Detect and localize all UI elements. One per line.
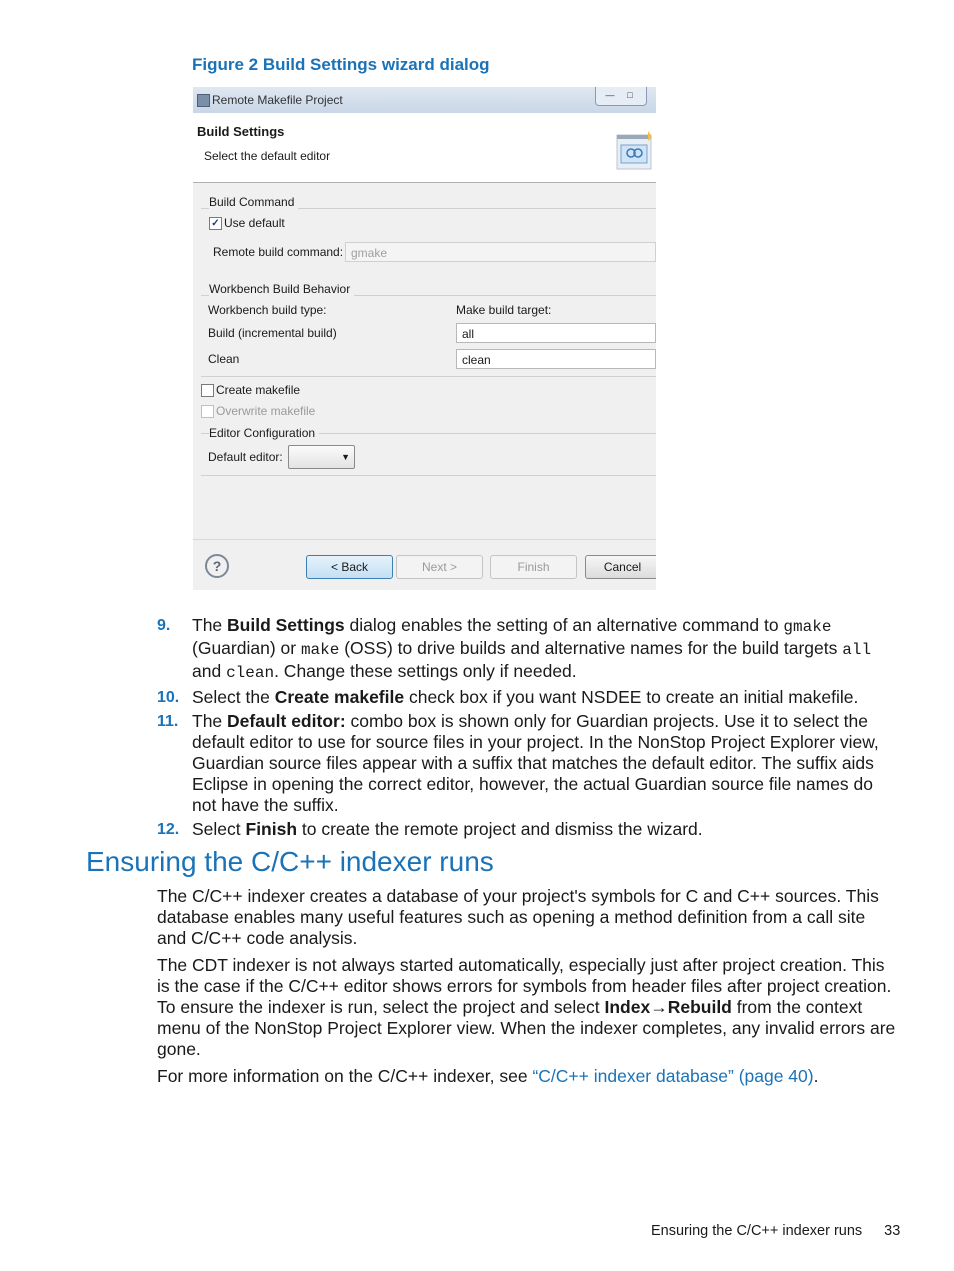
create-makefile-checkbox[interactable] <box>201 384 214 397</box>
menu-term: Rebuild <box>667 997 732 1017</box>
workbench-group-bottom-line <box>201 376 656 377</box>
paragraph-text: . <box>813 1066 819 1086</box>
step-text: to create the remote project and dismiss the wizard. <box>297 819 703 839</box>
step-text: (Guardian) or <box>192 638 301 658</box>
step-text: The <box>192 711 228 731</box>
step-text: combo box is shown only for Guardian projects. Use it to select the default editor to use for source files in your project. In the NonStop Project Explorer view, Guardian source files appear with a suffix that matches the default editor. The suffix aids Eclipse in opening the correct editor, however, the actual Guardian source file names do not have the suffix. <box>192 711 879 815</box>
step-text: . Change these settings only if needed. <box>274 661 577 681</box>
step-text: The <box>192 615 228 635</box>
wizard-banner-icon <box>615 129 653 173</box>
minimize-icon[interactable]: — <box>605 90 615 100</box>
steps-list <box>157 615 902 843</box>
wizard-header <box>193 113 656 183</box>
build-target-input[interactable]: all <box>456 323 656 343</box>
create-makefile-label: Create makefile <box>216 383 301 397</box>
step-text: check box if you want NSDEE to create an initial makefile. <box>404 687 859 707</box>
workbench-group-label: Workbench Build Behavior <box>209 282 354 296</box>
paragraph <box>157 1066 897 1087</box>
editor-config-group-bottom-line <box>201 475 656 476</box>
window-controls <box>595 87 647 106</box>
build-command-group-label: Build Command <box>209 195 298 209</box>
step-text: Select <box>192 819 246 839</box>
page-footer <box>651 1223 900 1239</box>
step-number: 11. <box>157 713 179 730</box>
clean-label: Clean <box>208 352 240 366</box>
figure-caption: Figure 2 Build Settings wizard dialog <box>192 55 490 74</box>
list-item <box>157 687 902 708</box>
step-number: 12. <box>157 821 180 838</box>
workbench-build-type-label: Workbench build type: <box>208 303 327 317</box>
section-body <box>157 886 897 1093</box>
project-icon <box>197 94 210 107</box>
list-item <box>157 819 902 840</box>
menu-arrow: → <box>650 997 668 1017</box>
use-default-label: Use default <box>224 216 285 230</box>
maximize-icon[interactable]: □ <box>627 90 633 100</box>
overwrite-makefile-label: Overwrite makefile <box>216 404 316 418</box>
use-default-checkbox[interactable]: ✓ <box>209 217 222 230</box>
cancel-button[interactable]: Cancel <box>585 555 656 579</box>
cross-reference-link[interactable]: “C/C++ indexer database” (page 40) <box>532 1066 814 1086</box>
ui-term: Build Settings <box>227 615 345 635</box>
footer-title: Ensuring the C/C++ indexer runs <box>651 1223 863 1239</box>
paragraph-text: For more information on the C/C++ indexer, see <box>157 1066 533 1086</box>
code-term: all <box>842 641 872 659</box>
step-number: 9. <box>157 617 171 634</box>
ui-term: Create makefile <box>274 687 405 707</box>
page-number: 33 <box>884 1223 901 1239</box>
overwrite-makefile-checkbox[interactable] <box>201 405 214 418</box>
paragraph: The C/C++ indexer creates a database of your project's symbols for C and C++ sources. This database enables many useful features such as opening a method definition from a call site and C/C++ code analysis. <box>157 886 879 948</box>
back-button[interactable]: < Back <box>306 555 393 579</box>
wizard-page-title: Build Settings <box>197 124 285 139</box>
build-settings-dialog <box>193 87 656 590</box>
code-term: make <box>300 641 340 659</box>
next-button[interactable]: Next > <box>396 555 483 579</box>
list-item <box>157 615 902 684</box>
default-editor-label: Default editor: <box>208 450 283 464</box>
step-text: (OSS) to drive builds and alternative names for the build targets <box>339 638 843 658</box>
paragraph <box>157 955 897 1060</box>
make-build-target-label: Make build target: <box>456 303 552 317</box>
help-icon[interactable]: ? <box>205 554 229 578</box>
paragraph-text: The CDT indexer is not always started automatically, especially just after project creation. This is the case if the C/C++ editor shows errors for symbols from header files after project creation. To ensure the indexer is run, select the project and select <box>157 955 892 1017</box>
section-title: Ensuring the C/C++ indexer runs <box>86 846 494 877</box>
finish-button[interactable]: Finish <box>490 555 577 579</box>
default-editor-combo[interactable] <box>288 445 355 469</box>
ui-term: Finish <box>245 819 298 839</box>
dialog-titlebar <box>193 87 656 113</box>
dialog-window-title: Remote Makefile Project <box>212 93 343 107</box>
ui-term: Default editor: <box>227 711 346 731</box>
remote-build-command-label: Remote build command: <box>213 245 344 259</box>
menu-term: Index <box>604 997 651 1017</box>
step-text: Select the <box>192 687 275 707</box>
list-item <box>157 711 902 816</box>
paragraph-text: from the context menu of the NonStop Project Explorer view. When the indexer completes, any invalid errors are gone. <box>157 997 896 1059</box>
code-term: gmake <box>783 618 832 636</box>
clean-target-input[interactable]: clean <box>456 349 656 369</box>
step-text: and <box>192 661 227 681</box>
dialog-button-bar <box>193 539 656 590</box>
wizard-page-subtitle: Select the default editor <box>204 149 331 163</box>
step-text: dialog enables the setting of an alternative command to <box>344 615 784 635</box>
editor-config-group-label: Editor Configuration <box>209 426 319 440</box>
chevron-down-icon: ▼ <box>341 452 350 462</box>
step-number: 10. <box>157 689 180 706</box>
remote-build-command-input[interactable]: gmake <box>345 242 656 262</box>
code-term: clean <box>226 664 275 682</box>
build-incremental-label: Build (incremental build) <box>208 326 337 340</box>
